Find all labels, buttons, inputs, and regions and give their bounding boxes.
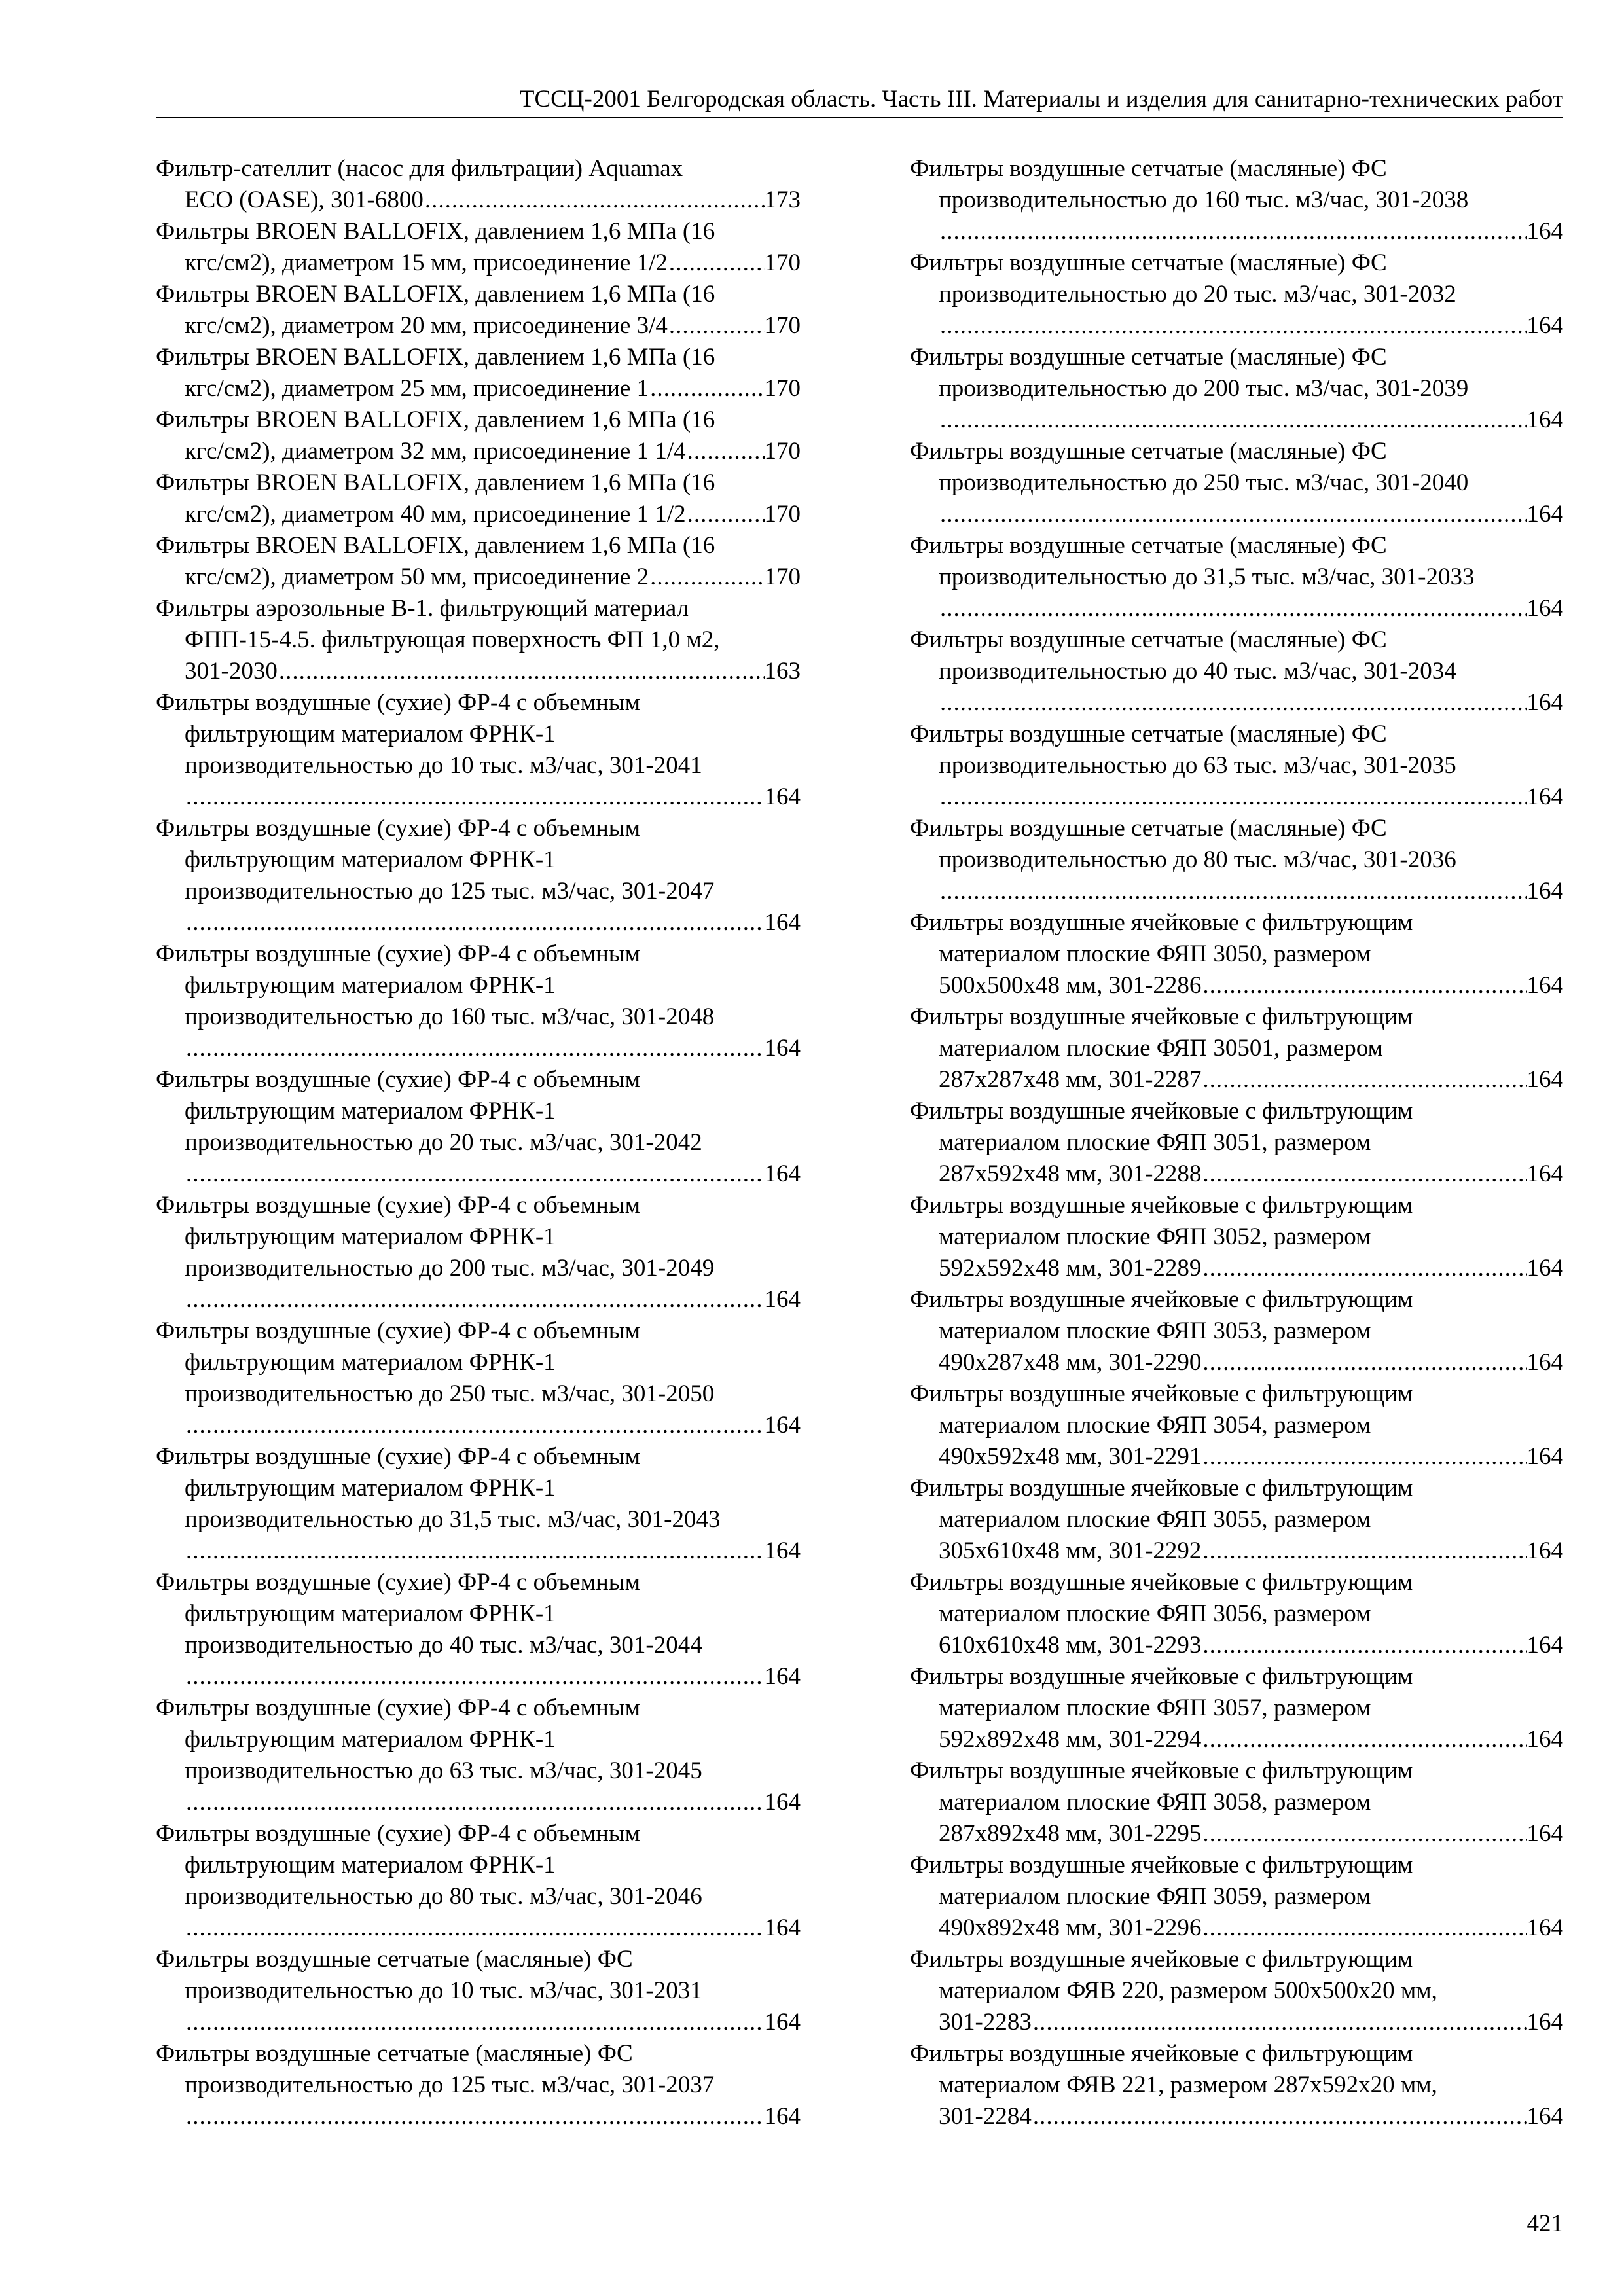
- dot-leader: [1201, 970, 1526, 1001]
- index-entry-line: производительностью до 80 тыс. м3/час, 301-2046: [185, 1883, 702, 1910]
- index-entry-line: материалом ФЯВ 221, размером 287x592x20 мм,: [939, 2072, 1437, 2098]
- index-entry: [910, 1096, 1563, 1190]
- index-entry-line: материалом плоские ФЯП 30501, размером: [939, 1035, 1383, 1062]
- index-entry-leader-line: [910, 310, 1563, 342]
- index-entry-line: производительностью до 40 тыс. м3/час, 301-2044: [185, 1632, 702, 1659]
- index-entry-line: материалом плоские ФЯП 3059, размером: [939, 1883, 1371, 1910]
- index-entry-page-ref[interactable]: 170: [764, 438, 801, 465]
- index-entry-page-ref[interactable]: 164: [1526, 783, 1563, 810]
- index-entry: [910, 719, 1563, 813]
- index-entry-line: Фильтры воздушные (сухие) ФР-4 с объемным: [156, 1318, 641, 1344]
- index-entry-line: Фильтр-сателлит (насос для фильтрации) Aquamax: [156, 155, 683, 182]
- index-entry-line: Фильтры BROEN BALLOFIX, давлением 1,6 МПа (16: [156, 344, 715, 370]
- index-entry-line: фильтрующим материалом ФРНК-1: [185, 846, 556, 873]
- index-entry-leader-line: [910, 1912, 1563, 1944]
- index-entry-line: Фильтры BROEN BALLOFIX, давлением 1,6 МПа (16: [156, 469, 715, 496]
- index-entry-line: материалом плоские ФЯП 3053, размером: [939, 1318, 1371, 1344]
- index-entry-leader-line: [156, 1912, 801, 1944]
- index-entry-line: Фильтры воздушные (сухие) ФР-4 с объемным: [156, 1192, 641, 1219]
- index-entry: [910, 1944, 1563, 2038]
- index-entry-page-ref[interactable]: 164: [1526, 1443, 1563, 1470]
- index-entry-leader-line: [156, 2101, 801, 2132]
- index-entry-line: Фильтры воздушные ячейковые с фильтрующим: [910, 1757, 1413, 1784]
- index-entry-page-ref[interactable]: 170: [764, 312, 801, 339]
- index-entry: [910, 2038, 1563, 2132]
- index-entry: [910, 1850, 1563, 1944]
- index-entry-leader-line: [156, 1787, 801, 1818]
- index-entry-line: Фильтры воздушные (сухие) ФР-4 с объемным: [156, 1443, 641, 1470]
- index-entry-leader-line: [910, 876, 1563, 907]
- index-column-right: [910, 153, 1563, 2132]
- index-entry-page-ref[interactable]: 164: [1526, 972, 1563, 999]
- index-entry-leader-line: [910, 404, 1563, 436]
- index-entry-line: Фильтры воздушные сетчатые (масляные) ФС: [910, 344, 1387, 370]
- index-entry-page-ref[interactable]: 164: [764, 1663, 801, 1690]
- index-entry: [910, 1284, 1563, 1378]
- index-entry-page-ref[interactable]: 164: [1526, 1820, 1563, 1847]
- index-entry-page-ref[interactable]: 164: [1526, 2009, 1563, 2036]
- dot-leader: [1032, 2101, 1527, 2132]
- index-entry-last-line: 490x592x48 мм, 301-2291: [939, 1443, 1202, 1470]
- index-entry-line: материалом плоские ФЯП 3050, размером: [939, 941, 1371, 967]
- index-entry-line: Фильтры воздушные ячейковые с фильтрующим: [910, 909, 1413, 936]
- index-column-left: [156, 153, 801, 2132]
- index-entry-page-ref[interactable]: 164: [1526, 1726, 1563, 1753]
- dot-leader: [1201, 1064, 1526, 1096]
- index-entry-page-ref[interactable]: 170: [764, 501, 801, 528]
- index-entry-leader-line: [156, 436, 801, 467]
- index-entry-page-ref[interactable]: 164: [764, 1160, 801, 1187]
- dot-leader: [649, 373, 764, 404]
- index-entry-line: производительностью до 63 тыс. м3/час, 301-2035: [939, 752, 1456, 779]
- index-entry-last-line: 287x892x48 мм, 301-2295: [939, 1820, 1202, 1847]
- index-entry-line: Фильтры воздушные сетчатые (масляные) ФС: [156, 2040, 633, 2067]
- dot-leader: [939, 499, 1527, 530]
- index-entry-line: Фильтры воздушные ячейковые с фильтрующим: [910, 1192, 1413, 1219]
- dot-leader: [1201, 1535, 1526, 1567]
- index-entry-leader-line: [156, 656, 801, 687]
- index-entry-page-ref[interactable]: 164: [1526, 878, 1563, 905]
- index-entry-line: производительностью до 80 тыс. м3/час, 301-2036: [939, 846, 1456, 873]
- index-entry-last-line: кгс/см2), диаметром 25 мм, присоединение 1: [185, 375, 649, 402]
- index-entry-page-ref[interactable]: 164: [764, 783, 801, 810]
- index-entry-page-ref[interactable]: 164: [764, 1537, 801, 1564]
- dot-leader: [939, 216, 1527, 247]
- index-entry: [156, 216, 801, 279]
- dot-leader: [185, 2007, 765, 2038]
- index-entry-leader-line: [156, 310, 801, 342]
- index-entry-line: производительностью до 200 тыс. м3/час, 301-2049: [185, 1255, 715, 1282]
- index-entry-line: Фильтры воздушные ячейковые с фильтрующим: [910, 1475, 1413, 1501]
- dot-leader: [185, 1158, 765, 1190]
- index-entry-line: Фильтры BROEN BALLOFIX, давлением 1,6 МПа (16: [156, 406, 715, 433]
- index-entry-line: ФПП-15-4.5. фильтрующая поверхность ФП 1,0 м2,: [185, 626, 720, 653]
- index-entry: [910, 247, 1563, 342]
- index-entry-line: фильтрующим материалом ФРНК-1: [185, 1223, 556, 1250]
- dot-leader: [185, 1410, 765, 1441]
- dot-leader: [939, 310, 1527, 342]
- index-entry-page-ref[interactable]: 164: [1526, 218, 1563, 245]
- header-rule: [156, 117, 1563, 118]
- index-entry-line: материалом плоские ФЯП 3055, размером: [939, 1506, 1371, 1533]
- index-entry: [156, 153, 801, 216]
- index-entry-line: производительностью до 250 тыс. м3/час, 301-2040: [939, 469, 1469, 496]
- dot-leader: [649, 562, 764, 593]
- index-entry-leader-line: [910, 1253, 1563, 1284]
- index-entry-line: производительностью до 160 тыс. м3/час, 301-2038: [939, 187, 1469, 213]
- dot-leader: [939, 593, 1527, 624]
- index-entry-leader-line: [910, 781, 1563, 813]
- dot-leader: [185, 781, 765, 813]
- index-entry-line: Фильтры воздушные (сухие) ФР-4 с объемным: [156, 1066, 641, 1093]
- dot-leader: [1201, 1253, 1526, 1284]
- index-entry-leader-line: [910, 593, 1563, 624]
- index-entry-leader-line: [910, 1630, 1563, 1661]
- index-entry-line: материалом ФЯВ 220, размером 500x500x20 мм,: [939, 1977, 1437, 2004]
- index-entry-page-ref[interactable]: 163: [764, 658, 801, 685]
- index-entry-last-line: 490x287x48 мм, 301-2290: [939, 1349, 1202, 1376]
- index-entry-line: фильтрующим материалом ФРНК-1: [185, 1475, 556, 1501]
- index-entry-last-line: 610x610x48 мм, 301-2293: [939, 1632, 1202, 1659]
- dot-leader: [686, 436, 765, 467]
- dot-leader: [185, 907, 765, 939]
- index-entry-line: Фильтры воздушные сетчатые (масляные) ФС: [910, 249, 1387, 276]
- index-entry-page-ref[interactable]: 170: [764, 375, 801, 402]
- index-entry-leader-line: [156, 1284, 801, 1316]
- index-entry-line: Фильтры воздушные (сухие) ФР-4 с объемным: [156, 1695, 641, 1721]
- dot-leader: [1201, 1630, 1526, 1661]
- dot-leader: [939, 687, 1527, 719]
- index-entry: [156, 1693, 801, 1818]
- index-entry-leader-line: [910, 1441, 1563, 1473]
- dot-leader: [686, 499, 765, 530]
- index-entry-line: Фильтры воздушные ячейковые с фильтрующим: [910, 2040, 1413, 2067]
- index-entry-last-line: кгс/см2), диаметром 20 мм, присоединение 3/4: [185, 312, 668, 339]
- index-entry: [156, 1441, 801, 1567]
- index-entry-leader-line: [156, 1535, 801, 1567]
- index-entry: [910, 1190, 1563, 1284]
- dot-leader: [668, 310, 765, 342]
- dot-leader: [278, 656, 765, 687]
- index-entry-leader-line: [156, 1661, 801, 1693]
- index-entry-line: производительностью до 31,5 тыс. м3/час, 301-2033: [939, 564, 1475, 590]
- index-entry-line: Фильтры воздушные сетчатые (масляные) ФС: [910, 626, 1387, 653]
- index-entry: [156, 1944, 801, 2038]
- index-entry-line: Фильтры воздушные сетчатые (масляные) ФС: [910, 532, 1387, 559]
- index-entry-line: производительностью до 125 тыс. м3/час, 301-2037: [185, 2072, 715, 2098]
- dot-leader: [1201, 1724, 1526, 1755]
- dot-leader: [185, 2101, 765, 2132]
- index-entry-page-ref[interactable]: 164: [764, 1412, 801, 1439]
- index-entry-page-ref[interactable]: 164: [1526, 2103, 1563, 2130]
- index-entry-leader-line: [156, 499, 801, 530]
- index-entry: [910, 153, 1563, 247]
- index-entry-line: производительностью до 200 тыс. м3/час, 301-2039: [939, 375, 1469, 402]
- index-entry-last-line: ECO (OASE), 301-6800: [185, 187, 424, 213]
- dot-leader: [668, 247, 765, 279]
- index-entry-page-ref[interactable]: 164: [1526, 1914, 1563, 1941]
- index-entry-page-ref[interactable]: 164: [1526, 406, 1563, 433]
- index-entry-page-ref[interactable]: 164: [764, 1035, 801, 1062]
- index-entry-page-ref[interactable]: 164: [1526, 1066, 1563, 1093]
- index-entry: [156, 467, 801, 530]
- index-entry-leader-line: [910, 1347, 1563, 1378]
- index-entry-leader-line: [910, 2007, 1563, 2038]
- index-entry-page-ref[interactable]: 164: [1526, 595, 1563, 622]
- index-entry-page-ref[interactable]: 164: [764, 2103, 801, 2130]
- index-entry-leader-line: [910, 499, 1563, 530]
- dot-leader: [939, 876, 1527, 907]
- index-entry-last-line: 500x500x48 мм, 301-2286: [939, 972, 1202, 999]
- index-entry-line: материалом плоские ФЯП 3058, размером: [939, 1789, 1371, 1816]
- index-entry-page-ref[interactable]: 164: [1526, 1160, 1563, 1187]
- index-entry-page-ref[interactable]: 164: [1526, 1255, 1563, 1282]
- index-entry: [910, 1567, 1563, 1661]
- index-entry-line: Фильтры BROEN BALLOFIX, давлением 1,6 МПа (16: [156, 281, 715, 308]
- index-entry-page-ref[interactable]: 164: [1526, 501, 1563, 528]
- index-entry-leader-line: [156, 1158, 801, 1190]
- index-entry-line: Фильтры воздушные сетчатые (масляные) ФС: [910, 155, 1387, 182]
- index-entry-last-line: 301-2284: [939, 2103, 1032, 2130]
- index-entry: [910, 436, 1563, 530]
- index-entry-last-line: кгс/см2), диаметром 32 мм, присоединение 1 1/4: [185, 438, 686, 465]
- index-entry-line: Фильтры воздушные ячейковые с фильтрующим: [910, 1852, 1413, 1878]
- index-entry-line: Фильтры воздушные ячейковые с фильтрующим: [910, 1286, 1413, 1313]
- index-entry-page-ref[interactable]: 164: [764, 1286, 801, 1313]
- index-entry-line: Фильтры воздушные сетчатые (масляные) ФС: [910, 721, 1387, 747]
- dot-leader: [939, 781, 1527, 813]
- dot-leader: [424, 185, 765, 216]
- index-entry-line: Фильтры воздушные сетчатые (масляные) ФС: [910, 815, 1387, 842]
- index-entry-line: Фильтры воздушные сетчатые (масляные) ФС: [156, 1946, 633, 1973]
- dot-leader: [185, 1787, 765, 1818]
- index-entry-last-line: 301-2283: [939, 2009, 1032, 2036]
- dot-leader: [185, 1912, 765, 1944]
- index-entry: [156, 939, 801, 1064]
- index-entry-last-line: 592x592x48 мм, 301-2289: [939, 1255, 1202, 1282]
- index-entry-leader-line: [910, 1724, 1563, 1755]
- dot-leader: [1201, 1912, 1526, 1944]
- index-entry-line: производительностью до 125 тыс. м3/час, 301-2047: [185, 878, 715, 905]
- index-entry-leader-line: [910, 216, 1563, 247]
- index-entry-last-line: кгс/см2), диаметром 50 мм, присоединение 2: [185, 564, 649, 590]
- index-entry-line: Фильтры воздушные ячейковые с фильтрующим: [910, 1663, 1413, 1690]
- index-entry: [156, 1190, 801, 1316]
- index-entry-leader-line: [910, 970, 1563, 1001]
- index-entry-leader-line: [910, 1064, 1563, 1096]
- index-entry: [910, 1473, 1563, 1567]
- index-entry: [156, 279, 801, 342]
- index-entry: [156, 1818, 801, 1944]
- index-entry-page-ref[interactable]: 173: [764, 187, 801, 213]
- index-entry-last-line: 490x892x48 мм, 301-2296: [939, 1914, 1202, 1941]
- index-entry-page-ref[interactable]: 164: [1526, 1537, 1563, 1564]
- index-entry: [156, 342, 801, 404]
- index-entry-line: фильтрующим материалом ФРНК-1: [185, 1600, 556, 1627]
- dot-leader: [939, 404, 1527, 436]
- index-entry-page-ref[interactable]: 164: [764, 2009, 801, 2036]
- index-entry-page-ref[interactable]: 170: [764, 249, 801, 276]
- index-entry-page-ref[interactable]: 164: [1526, 1349, 1563, 1376]
- index-entry: [156, 1316, 801, 1441]
- index-entry-leader-line: [910, 1535, 1563, 1567]
- index-entry-last-line: 287x287x48 мм, 301-2287: [939, 1066, 1202, 1093]
- index-entry: [910, 1755, 1563, 1850]
- index-entry-line: фильтрующим материалом ФРНК-1: [185, 1098, 556, 1124]
- index-entry: [910, 530, 1563, 624]
- index-entry-leader-line: [910, 1818, 1563, 1850]
- index-entry-line: производительностью до 31,5 тыс. м3/час, 301-2043: [185, 1506, 721, 1533]
- index-entry-line: фильтрующим материалом ФРНК-1: [185, 1726, 556, 1753]
- index-entry-leader-line: [910, 1158, 1563, 1190]
- index-entry-line: материалом плоские ФЯП 3056, размером: [939, 1600, 1371, 1627]
- index-entry-page-ref[interactable]: 164: [1526, 312, 1563, 339]
- index-entry: [910, 624, 1563, 719]
- index-entry: [910, 1001, 1563, 1096]
- index-entry-last-line: 592x892x48 мм, 301-2294: [939, 1726, 1202, 1753]
- index-entry-line: производительностью до 20 тыс. м3/час, 301-2032: [939, 281, 1456, 308]
- index-entry: [910, 1661, 1563, 1755]
- index-entry-line: Фильтры воздушные (сухие) ФР-4 с объемным: [156, 941, 641, 967]
- index-entry-line: Фильтры воздушные ячейковые с фильтрующим: [910, 1098, 1413, 1124]
- index-entry-line: фильтрующим материалом ФРНК-1: [185, 721, 556, 747]
- index-entry-line: материалом плоские ФЯП 3052, размером: [939, 1223, 1371, 1250]
- index-entry-line: производительностью до 250 тыс. м3/час, 301-2050: [185, 1380, 715, 1407]
- index-entry-leader-line: [156, 781, 801, 813]
- index-entry: [156, 2038, 801, 2132]
- index-entry-page-ref[interactable]: 164: [1526, 1632, 1563, 1659]
- index-entry-last-line: кгс/см2), диаметром 40 мм, присоединение 1 1/2: [185, 501, 686, 528]
- index-entry-leader-line: [156, 1033, 801, 1064]
- index-entry-line: фильтрующим материалом ФРНК-1: [185, 1852, 556, 1878]
- index-entry-page-ref[interactable]: 164: [764, 1789, 801, 1816]
- index-entry: [910, 907, 1563, 1001]
- index-entry-line: производительностью до 160 тыс. м3/час, 301-2048: [185, 1003, 715, 1030]
- index-entry-leader-line: [156, 185, 801, 216]
- index-entry: [156, 530, 801, 593]
- index-entry-line: материалом плоские ФЯП 3057, размером: [939, 1695, 1371, 1721]
- index-entry-line: Фильтры воздушные ячейковые с фильтрующим: [910, 1569, 1413, 1596]
- index-entry-last-line: 305x610x48 мм, 301-2292: [939, 1537, 1202, 1564]
- index-entry-line: Фильтры воздушные (сухие) ФР-4 с объемным: [156, 815, 641, 842]
- index-entry-leader-line: [910, 687, 1563, 719]
- index-entry-line: материалом плоские ФЯП 3054, размером: [939, 1412, 1371, 1439]
- index-entry-last-line: 287x592x48 мм, 301-2288: [939, 1160, 1202, 1187]
- index-entry-page-ref[interactable]: 164: [1526, 689, 1563, 716]
- dot-leader: [185, 1033, 765, 1064]
- index-entry-line: Фильтры воздушные ячейковые с фильтрующим: [910, 1380, 1413, 1407]
- index-entry-line: Фильтры воздушные ячейковые с фильтрующим: [910, 1946, 1413, 1973]
- index-entry-page-ref[interactable]: 164: [764, 909, 801, 936]
- index-entry-leader-line: [910, 2101, 1563, 2132]
- index-entry-leader-line: [156, 562, 801, 593]
- index-entry-line: Фильтры воздушные (сухие) ФР-4 с объемным: [156, 1820, 641, 1847]
- index-entry-last-line: кгс/см2), диаметром 15 мм, присоединение 1/2: [185, 249, 668, 276]
- index-entry-line: Фильтры воздушные (сухие) ФР-4 с объемным: [156, 1569, 641, 1596]
- dot-leader: [1201, 1441, 1526, 1473]
- index-entry: [156, 1064, 801, 1190]
- index-entry-line: Фильтры воздушные (сухие) ФР-4 с объемным: [156, 689, 641, 716]
- index-entry-line: производительностью до 63 тыс. м3/час, 301-2045: [185, 1757, 702, 1784]
- running-header: ТССЦ-2001 Белгородская область. Часть III. Материалы и изделия для санитарно-технических работ: [519, 86, 1563, 113]
- dot-leader: [1201, 1818, 1526, 1850]
- index-entry: [910, 813, 1563, 907]
- index-entry: [910, 342, 1563, 436]
- index-entry-line: материалом плоские ФЯП 3051, размером: [939, 1129, 1371, 1156]
- index-entry: [156, 1567, 801, 1693]
- index-entry-leader-line: [156, 1410, 801, 1441]
- index-entry-leader-line: [156, 907, 801, 939]
- dot-leader: [1032, 2007, 1527, 2038]
- index-entry-line: Фильтры BROEN BALLOFIX, давлением 1,6 МПа (16: [156, 532, 715, 559]
- index-entry-line: Фильтры BROEN BALLOFIX, давлением 1,6 МПа (16: [156, 218, 715, 245]
- index-entry-line: Фильтры аэрозольные В-1. фильтрующий материал: [156, 595, 689, 622]
- dot-leader: [185, 1284, 765, 1316]
- index-entry: [910, 1378, 1563, 1473]
- index-entry: [156, 593, 801, 687]
- index-entry-leader-line: [156, 2007, 801, 2038]
- index-entry: [156, 404, 801, 467]
- index-entry-line: Фильтры воздушные ячейковые с фильтрующим: [910, 1003, 1413, 1030]
- dot-leader: [1201, 1347, 1526, 1378]
- index-entry-leader-line: [156, 373, 801, 404]
- index-entry-line: производительностью до 40 тыс. м3/час, 301-2034: [939, 658, 1456, 685]
- index-entry: [156, 687, 801, 813]
- index-entry-line: производительностью до 10 тыс. м3/час, 301-2031: [185, 1977, 702, 2004]
- index-entry-line: производительностью до 20 тыс. м3/час, 301-2042: [185, 1129, 702, 1156]
- page-number: 421: [1526, 2210, 1563, 2237]
- index-entry-page-ref[interactable]: 164: [764, 1914, 801, 1941]
- index-entry-line: Фильтры воздушные сетчатые (масляные) ФС: [910, 438, 1387, 465]
- dot-leader: [1201, 1158, 1526, 1190]
- index-entry-line: фильтрующим материалом ФРНК-1: [185, 972, 556, 999]
- index-entry-line: производительностью до 10 тыс. м3/час, 301-2041: [185, 752, 702, 779]
- index-entry-page-ref[interactable]: 170: [764, 564, 801, 590]
- dot-leader: [185, 1661, 765, 1693]
- index-entry-leader-line: [156, 247, 801, 279]
- index-entry-last-line: 301-2030: [185, 658, 278, 685]
- dot-leader: [185, 1535, 765, 1567]
- index-entry-line: фильтрующим материалом ФРНК-1: [185, 1349, 556, 1376]
- index-entry: [156, 813, 801, 939]
